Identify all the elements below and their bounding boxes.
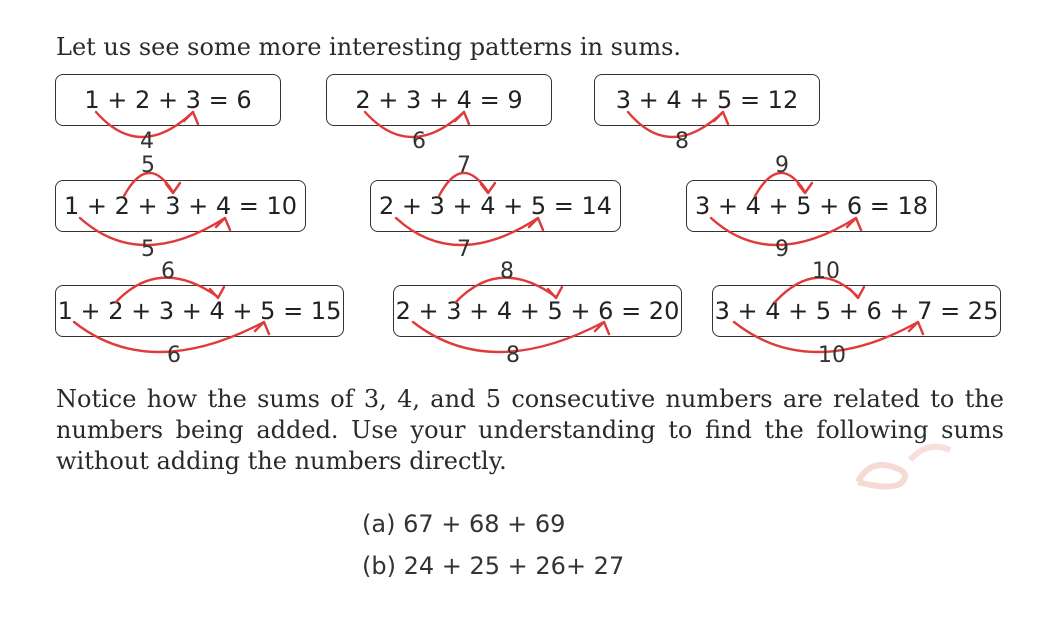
difference-label: 10 <box>812 259 840 284</box>
sum-box <box>712 285 1001 337</box>
sum-expression: 3 + 4 + 5 + 6 = 18 <box>694 192 929 220</box>
sum-box <box>594 74 820 126</box>
sum-box <box>370 180 621 232</box>
sum-expression: 1 + 2 + 3 + 4 = 10 <box>63 192 298 220</box>
difference-label: 8 <box>500 259 514 284</box>
difference-label: 5 <box>141 153 155 178</box>
sum-expression: 2 + 3 + 4 + 5 = 14 <box>378 192 613 220</box>
difference-label: 8 <box>675 129 689 154</box>
question-a: (a) 67 + 68 + 69 <box>362 510 566 538</box>
difference-label: 9 <box>775 153 789 178</box>
intro-text: Let us see some more interesting patterns in sums. <box>56 33 682 61</box>
difference-label: 8 <box>506 343 520 368</box>
sum-expression: 2 + 3 + 4 = 9 <box>355 86 523 114</box>
difference-label: 6 <box>161 259 175 284</box>
sum-expression: 1 + 2 + 3 = 6 <box>84 86 252 114</box>
sum-box <box>686 180 937 232</box>
difference-label: 7 <box>457 153 471 178</box>
question-b: (b) 24 + 25 + 26+ 27 <box>362 552 625 580</box>
sum-expression: 2 + 3 + 4 + 5 + 6 = 20 <box>395 297 680 325</box>
sum-box <box>326 74 552 126</box>
difference-label: 7 <box>457 237 471 262</box>
sum-box <box>55 285 344 337</box>
difference-label: 5 <box>141 237 155 262</box>
sum-box <box>55 180 306 232</box>
sum-expression: 3 + 4 + 5 + 6 + 7 = 25 <box>714 297 999 325</box>
sum-box <box>55 74 281 126</box>
sum-expression: 1 + 2 + 3 + 4 + 5 = 15 <box>57 297 342 325</box>
difference-label: 6 <box>412 129 426 154</box>
difference-label: 10 <box>818 343 846 368</box>
difference-label: 4 <box>140 129 154 154</box>
difference-label: 9 <box>775 237 789 262</box>
sum-expression: 3 + 4 + 5 = 12 <box>615 86 799 114</box>
difference-label: 6 <box>167 343 181 368</box>
notice-paragraph: Notice how the sums of 3, 4, and 5 consecutive numbers are related to the numbers being added. Use your understanding to find the following sums without adding the numbers directly. <box>56 385 1004 475</box>
sum-box <box>393 285 682 337</box>
question-a-cropped <box>362 510 602 540</box>
